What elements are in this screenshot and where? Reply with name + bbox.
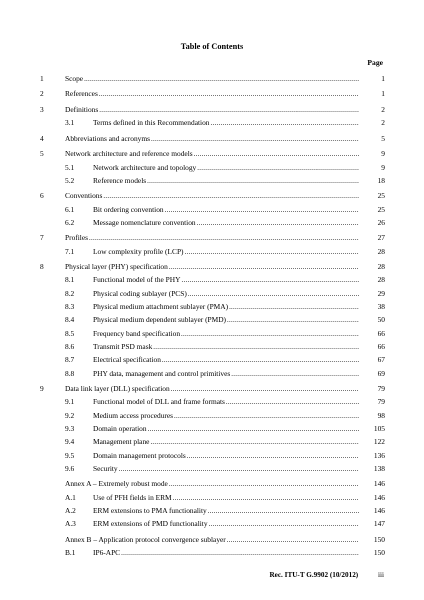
toc-entry-page: 28 <box>377 246 385 256</box>
toc-entry[interactable] <box>40 517 385 530</box>
toc-entry-label: Definitions <box>65 104 99 114</box>
toc-entry-label-wrap <box>93 504 359 518</box>
toc-entry-page: 1 <box>381 89 385 99</box>
dot-leader <box>162 354 359 367</box>
toc-entry-page: 69 <box>377 368 385 378</box>
toc-entry-label: Management plane <box>93 437 150 447</box>
toc-entry-number: 8.7 <box>65 355 75 365</box>
toc-entry-label-wrap <box>93 422 359 436</box>
toc-entry-label-wrap <box>65 231 359 245</box>
toc-entry-label: ERM extensions to PMA functionality <box>93 505 207 515</box>
toc-entry-page: 2 <box>381 104 385 114</box>
toc-entry-label: Medium access procedures <box>93 410 174 420</box>
toc-entry-page: 122 <box>373 437 385 447</box>
page-number: iii <box>378 571 384 579</box>
toc-entry-label: ERM extensions of PMD functionality <box>93 519 208 529</box>
toc-entry-page: 150 <box>373 534 385 544</box>
toc-entry-page: 50 <box>377 315 385 325</box>
page-column-header: Page <box>367 58 383 67</box>
toc-entry-label: Physical medium dependent sublayer (PMD) <box>93 315 227 325</box>
toc-entry-label-wrap <box>65 87 359 101</box>
toc-entry-label-wrap <box>93 353 359 367</box>
toc-entry-label-wrap <box>65 477 359 491</box>
toc-entry[interactable] <box>40 273 385 286</box>
toc-entry-label: Network architecture and topology <box>93 162 197 172</box>
toc-entry-label: References <box>65 89 98 99</box>
toc-entry[interactable] <box>40 189 385 202</box>
toc-entry-page: 28 <box>377 262 385 272</box>
dot-leader <box>197 162 359 175</box>
page-footer <box>269 571 384 579</box>
toc-entry[interactable] <box>40 300 385 313</box>
toc-entry-number: 9 <box>40 384 44 394</box>
toc-entry-label-wrap <box>93 409 359 423</box>
dot-leader <box>231 368 359 381</box>
toc-entry-label: IP6-APC <box>93 547 121 557</box>
dot-leader <box>181 328 359 341</box>
toc-entry-number: 6.1 <box>65 204 75 214</box>
toc-entry[interactable] <box>40 449 385 462</box>
dot-leader <box>181 274 359 287</box>
toc-entry-number: A.1 <box>65 492 76 502</box>
toc-entry-label-wrap <box>65 132 359 146</box>
toc-entry-page: 150 <box>373 547 385 557</box>
toc-entry-number: 6 <box>40 191 44 201</box>
toc-entry-page: 1 <box>381 74 385 83</box>
table-of-contents <box>40 72 385 559</box>
toc-entry[interactable] <box>40 546 385 559</box>
dot-leader <box>99 88 359 101</box>
toc-entry-number: 3 <box>40 104 44 114</box>
toc-entry-label: Domain management protocols <box>93 450 186 460</box>
toc-entry-number: 9.1 <box>65 397 75 407</box>
toc-entry-page: 9 <box>381 149 385 159</box>
toc-entry-label-wrap <box>93 287 359 301</box>
toc-entry-label: Physical medium attachment sublayer (PMA) <box>93 302 229 312</box>
toc-entry-page: 28 <box>377 275 385 285</box>
toc-entry[interactable] <box>40 313 385 326</box>
toc-entry-number: 9.2 <box>65 410 75 420</box>
toc-entry-label: Functional model of DLL and frame formats <box>93 397 225 407</box>
toc-entry-label-wrap <box>93 462 359 476</box>
toc-entry-label: Electrical specification <box>93 355 161 365</box>
toc-entry-label-wrap <box>65 72 359 86</box>
toc-entry[interactable] <box>40 477 385 490</box>
toc-entry-page: 2 <box>381 118 385 128</box>
toc-entry[interactable] <box>40 462 385 475</box>
toc-entry-page: 146 <box>373 479 385 489</box>
toc-entry-label: Bit ordering convention <box>93 204 164 214</box>
dot-leader <box>227 534 359 547</box>
toc-entry-number: 9.4 <box>65 437 75 447</box>
toc-entry-label-wrap <box>65 533 359 547</box>
toc-entry-number: 5 <box>40 149 44 159</box>
toc-entry-number: 9.3 <box>65 423 75 433</box>
toc-entry-page: 25 <box>377 204 385 214</box>
toc-entry-label: Profiles <box>65 233 88 243</box>
toc-entry[interactable] <box>40 409 385 422</box>
toc-entry-number: 8.3 <box>65 302 75 312</box>
toc-entry[interactable] <box>40 287 385 300</box>
toc-entry[interactable] <box>40 245 385 258</box>
toc-entry-number: 8.8 <box>65 368 75 378</box>
toc-entry[interactable] <box>40 435 385 448</box>
toc-entry-number: 1 <box>40 74 44 83</box>
toc-entry-page: 98 <box>377 410 385 420</box>
toc-entry[interactable] <box>40 327 385 340</box>
toc-entry-number: 7 <box>40 233 44 243</box>
toc-entry-number: 7.1 <box>65 246 75 256</box>
toc-entry-label: Message nomenclature convention <box>93 217 196 227</box>
dot-leader <box>210 117 359 130</box>
toc-entry-page: 147 <box>373 519 385 529</box>
toc-entry[interactable] <box>40 395 385 408</box>
toc-entry-number: A.3 <box>65 519 76 529</box>
toc-entry[interactable] <box>40 161 385 174</box>
toc-entry-page: 27 <box>377 233 385 243</box>
dot-leader <box>208 505 359 518</box>
toc-entry-page: 38 <box>377 302 385 312</box>
toc-entry-label-wrap <box>65 382 359 396</box>
toc-entry-label: Use of PFH fields in ERM <box>93 492 172 502</box>
toc-entry[interactable] <box>40 103 385 116</box>
toc-entry-page: 146 <box>373 492 385 502</box>
dot-leader <box>194 148 359 161</box>
dot-leader <box>103 190 359 203</box>
toc-entry-page: 136 <box>373 450 385 460</box>
dot-leader <box>119 463 359 476</box>
toc-entry-page: 79 <box>377 397 385 407</box>
toc-entry-page: 105 <box>373 423 385 433</box>
toc-entry-label-wrap <box>93 273 359 287</box>
toc-entry[interactable] <box>40 353 385 366</box>
toc-entry-page: 66 <box>377 341 385 351</box>
toc-entry[interactable] <box>40 87 385 100</box>
dot-leader <box>197 217 359 230</box>
toc-entry-page: 66 <box>377 328 385 338</box>
toc-entry-page: 25 <box>377 191 385 201</box>
dot-leader <box>121 547 359 560</box>
toc-entry-number: A.2 <box>65 505 76 515</box>
toc-entry-label-wrap <box>93 449 359 463</box>
toc-entry-label-wrap <box>93 435 359 449</box>
toc-entry-label-wrap <box>93 327 359 341</box>
dot-leader <box>227 314 359 327</box>
toc-entry-label-wrap <box>93 395 359 409</box>
toc-entry-label-wrap <box>93 546 359 560</box>
toc-entry-number: B.1 <box>65 547 76 557</box>
toc-entry-label-wrap <box>65 147 359 161</box>
toc-entry-number: 9.6 <box>65 463 75 473</box>
dot-leader <box>173 492 359 505</box>
dot-leader <box>169 478 359 491</box>
toc-entry-label-wrap <box>93 367 359 381</box>
toc-entry[interactable] <box>40 382 385 395</box>
toc-entry[interactable] <box>40 367 385 380</box>
toc-entry-page: 29 <box>377 288 385 298</box>
toc-title: Table of Contents <box>180 42 244 51</box>
toc-entry-number: 8.6 <box>65 341 75 351</box>
toc-entry-label: Functional model of the PHY <box>93 275 181 285</box>
toc-entry-label: Abbreviations and acronyms <box>65 133 150 143</box>
dot-leader <box>185 246 359 259</box>
toc-entry-page: 79 <box>377 384 385 394</box>
toc-entry-number: 8.2 <box>65 288 75 298</box>
dot-leader <box>84 73 359 86</box>
toc-entry[interactable] <box>40 72 385 85</box>
toc-entry-page: 138 <box>373 463 385 473</box>
toc-entry[interactable] <box>40 203 385 216</box>
dot-leader <box>174 410 359 423</box>
toc-entry-label-wrap <box>93 203 359 217</box>
toc-entry-label-wrap <box>93 174 359 188</box>
toc-entry[interactable] <box>40 147 385 160</box>
toc-entry-label: Frequency band specification <box>93 328 181 338</box>
dot-leader <box>153 341 359 354</box>
dot-leader <box>147 175 359 188</box>
dot-leader <box>151 133 359 146</box>
toc-entry-label: Reference models <box>93 175 147 185</box>
toc-entry-label: Annex A – Extremely robust mode <box>65 479 168 489</box>
toc-entry-number: 8.1 <box>65 275 75 285</box>
dot-leader <box>99 104 359 117</box>
toc-entry-label: Conventions <box>65 191 103 201</box>
toc-entry-label-wrap <box>65 103 359 117</box>
toc-entry-number: 8 <box>40 262 44 272</box>
toc-entry-number: 5.2 <box>65 175 75 185</box>
toc-entry-label: Physical coding sublayer (PCS) <box>93 288 187 298</box>
toc-entry-label: Physical layer (PHY) specification <box>65 262 168 272</box>
toc-entry[interactable] <box>40 216 385 229</box>
toc-entry-label: Terms defined in this Recommendation <box>93 118 210 128</box>
toc-entry[interactable] <box>40 231 385 244</box>
toc-entry-number: 9.5 <box>65 450 75 460</box>
toc-entry-page: 146 <box>373 505 385 515</box>
toc-entry[interactable] <box>40 174 385 187</box>
toc-entry-page: 9 <box>381 162 385 172</box>
toc-entry[interactable] <box>40 132 385 145</box>
toc-entry[interactable] <box>40 422 385 435</box>
toc-entry-label: PHY data, management and control primitives <box>93 368 231 378</box>
toc-entry-number: 4 <box>40 133 44 143</box>
dot-leader <box>169 261 359 274</box>
toc-entry[interactable] <box>40 504 385 517</box>
toc-entry-label-wrap <box>93 216 359 230</box>
toc-entry-label-wrap <box>93 300 359 314</box>
dot-leader <box>150 436 359 449</box>
toc-entry-label: Low complexity profile (LCP) <box>93 246 184 256</box>
toc-entry-number: 6.2 <box>65 217 75 227</box>
toc-entry-number: 5.1 <box>65 162 75 172</box>
toc-entry[interactable] <box>40 491 385 504</box>
toc-entry-label: Data link layer (DLL) specification <box>65 384 170 394</box>
toc-entry[interactable] <box>40 533 385 546</box>
toc-entry[interactable] <box>40 260 385 273</box>
toc-entry-number: 8.5 <box>65 328 75 338</box>
toc-entry-label-wrap <box>65 260 359 274</box>
toc-entry-label-wrap <box>93 491 359 505</box>
toc-entry-label-wrap <box>93 313 359 327</box>
toc-entry-label-wrap <box>93 161 359 175</box>
toc-entry-label: Transmit PSD mask <box>93 341 153 351</box>
toc-entry-number: 8.4 <box>65 315 75 325</box>
dot-leader <box>229 301 359 314</box>
dot-leader <box>171 383 359 396</box>
toc-entry-label: Network architecture and reference models <box>65 149 193 159</box>
toc-entry-label-wrap <box>93 517 359 531</box>
toc-entry-page: 26 <box>377 217 385 227</box>
dot-leader <box>89 232 359 245</box>
toc-entry-label-wrap <box>93 245 359 259</box>
dot-leader <box>226 396 359 409</box>
toc-entry-label: Security <box>93 463 118 473</box>
toc-entry-label-wrap <box>65 189 359 203</box>
toc-entry-number: 3.1 <box>65 118 75 128</box>
toc-entry-label: Scope <box>65 74 84 83</box>
dot-leader <box>148 423 359 436</box>
toc-entry-label: Annex B – Application protocol convergence sublayer <box>65 534 226 544</box>
dot-leader <box>187 450 359 463</box>
toc-entry-page: 18 <box>377 175 385 185</box>
toc-entry-label: Domain operation <box>93 423 147 433</box>
toc-entry-page: 67 <box>377 355 385 365</box>
toc-entry[interactable] <box>40 116 385 129</box>
dot-leader <box>209 518 359 531</box>
recommendation-reference: Rec. ITU-T G.9902 (10/2012) <box>269 571 359 579</box>
dot-leader <box>165 204 359 217</box>
toc-entry-number: 2 <box>40 89 44 99</box>
toc-entry-label-wrap <box>93 116 359 130</box>
toc-entry-label-wrap <box>93 340 359 354</box>
dot-leader <box>188 288 359 301</box>
toc-entry[interactable] <box>40 340 385 353</box>
toc-entry-page: 5 <box>381 133 385 143</box>
